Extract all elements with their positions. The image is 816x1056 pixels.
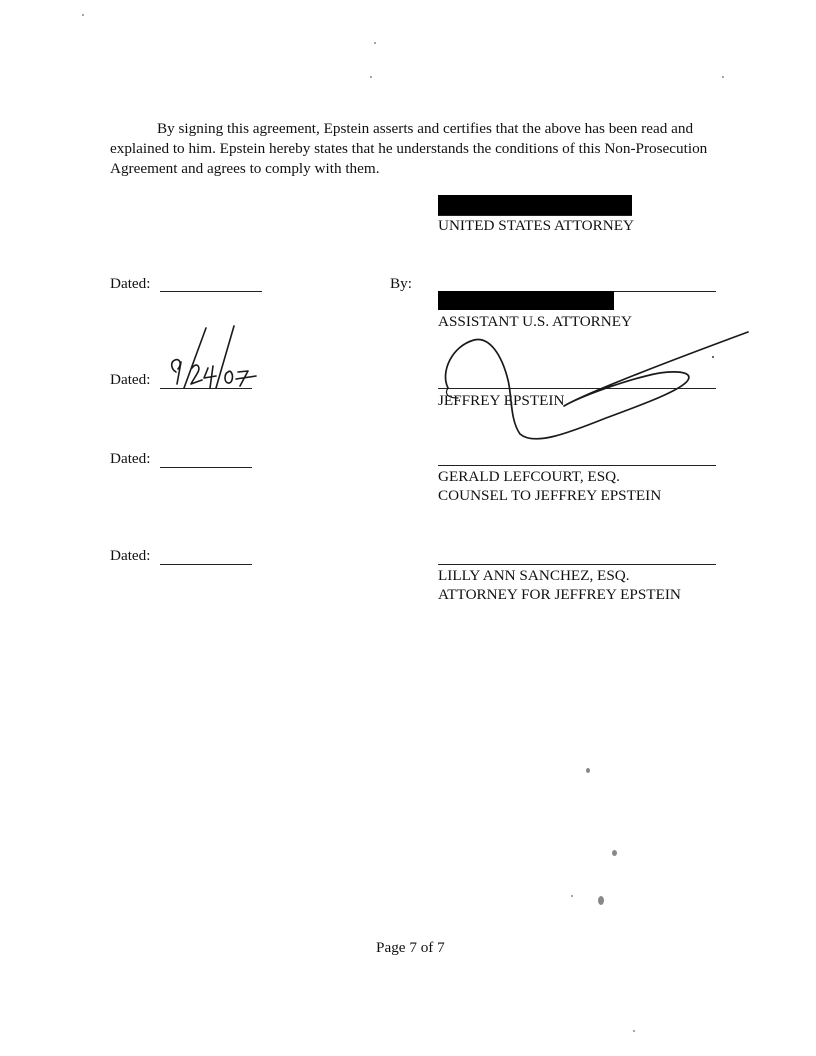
lilly-ann-sanchez-role: ATTORNEY FOR JEFFREY EPSTEIN — [438, 586, 681, 603]
page-number: Page 7 of 7 — [376, 939, 445, 956]
signature-line — [438, 215, 632, 216]
scan-speck — [374, 42, 376, 44]
dated-label: Dated: — [110, 275, 151, 292]
scan-speck — [598, 896, 604, 905]
date-line — [160, 564, 252, 565]
lilly-ann-sanchez-name: LILLY ANN SANCHEZ, ESQ. — [438, 567, 630, 584]
redaction-bar — [438, 291, 614, 310]
assistant-us-attorney-title: ASSISTANT U.S. ATTORNEY — [438, 313, 633, 330]
gerald-lefcourt-role: COUNSEL TO JEFFREY EPSTEIN — [438, 487, 662, 504]
scan-speck — [571, 895, 573, 897]
gerald-lefcourt-name: GERALD LEFCOURT, ESQ. — [438, 468, 620, 485]
scan-speck — [612, 850, 617, 856]
handwritten-date — [160, 322, 270, 394]
date-line — [160, 467, 252, 468]
scan-speck — [722, 76, 724, 78]
dated-label: Dated: — [110, 450, 151, 467]
date-line — [160, 291, 262, 292]
dated-label: Dated: — [110, 547, 151, 564]
certification-paragraph — [110, 119, 722, 179]
redaction-bar — [438, 195, 632, 216]
scan-speck — [370, 76, 372, 78]
scan-speck — [82, 14, 84, 16]
epstein-signature — [436, 326, 756, 450]
scan-speck — [633, 1030, 635, 1032]
signature-line — [438, 564, 716, 565]
dated-label: Dated: — [110, 371, 151, 388]
scan-speck — [586, 768, 590, 773]
jeffrey-epstein-name: JEFFREY EPSTEIN — [438, 392, 565, 409]
certification-text: By signing this agreement, Epstein asserts and certifies that the above has been read and explained to him. Epstein hereby states that he understands the conditions of this Non-Prosecution Agreement and agrees to comply with them. — [110, 120, 708, 177]
us-attorney-title: UNITED STATES ATTORNEY — [438, 217, 634, 234]
signature-line — [438, 465, 716, 466]
by-label: By: — [390, 275, 412, 292]
